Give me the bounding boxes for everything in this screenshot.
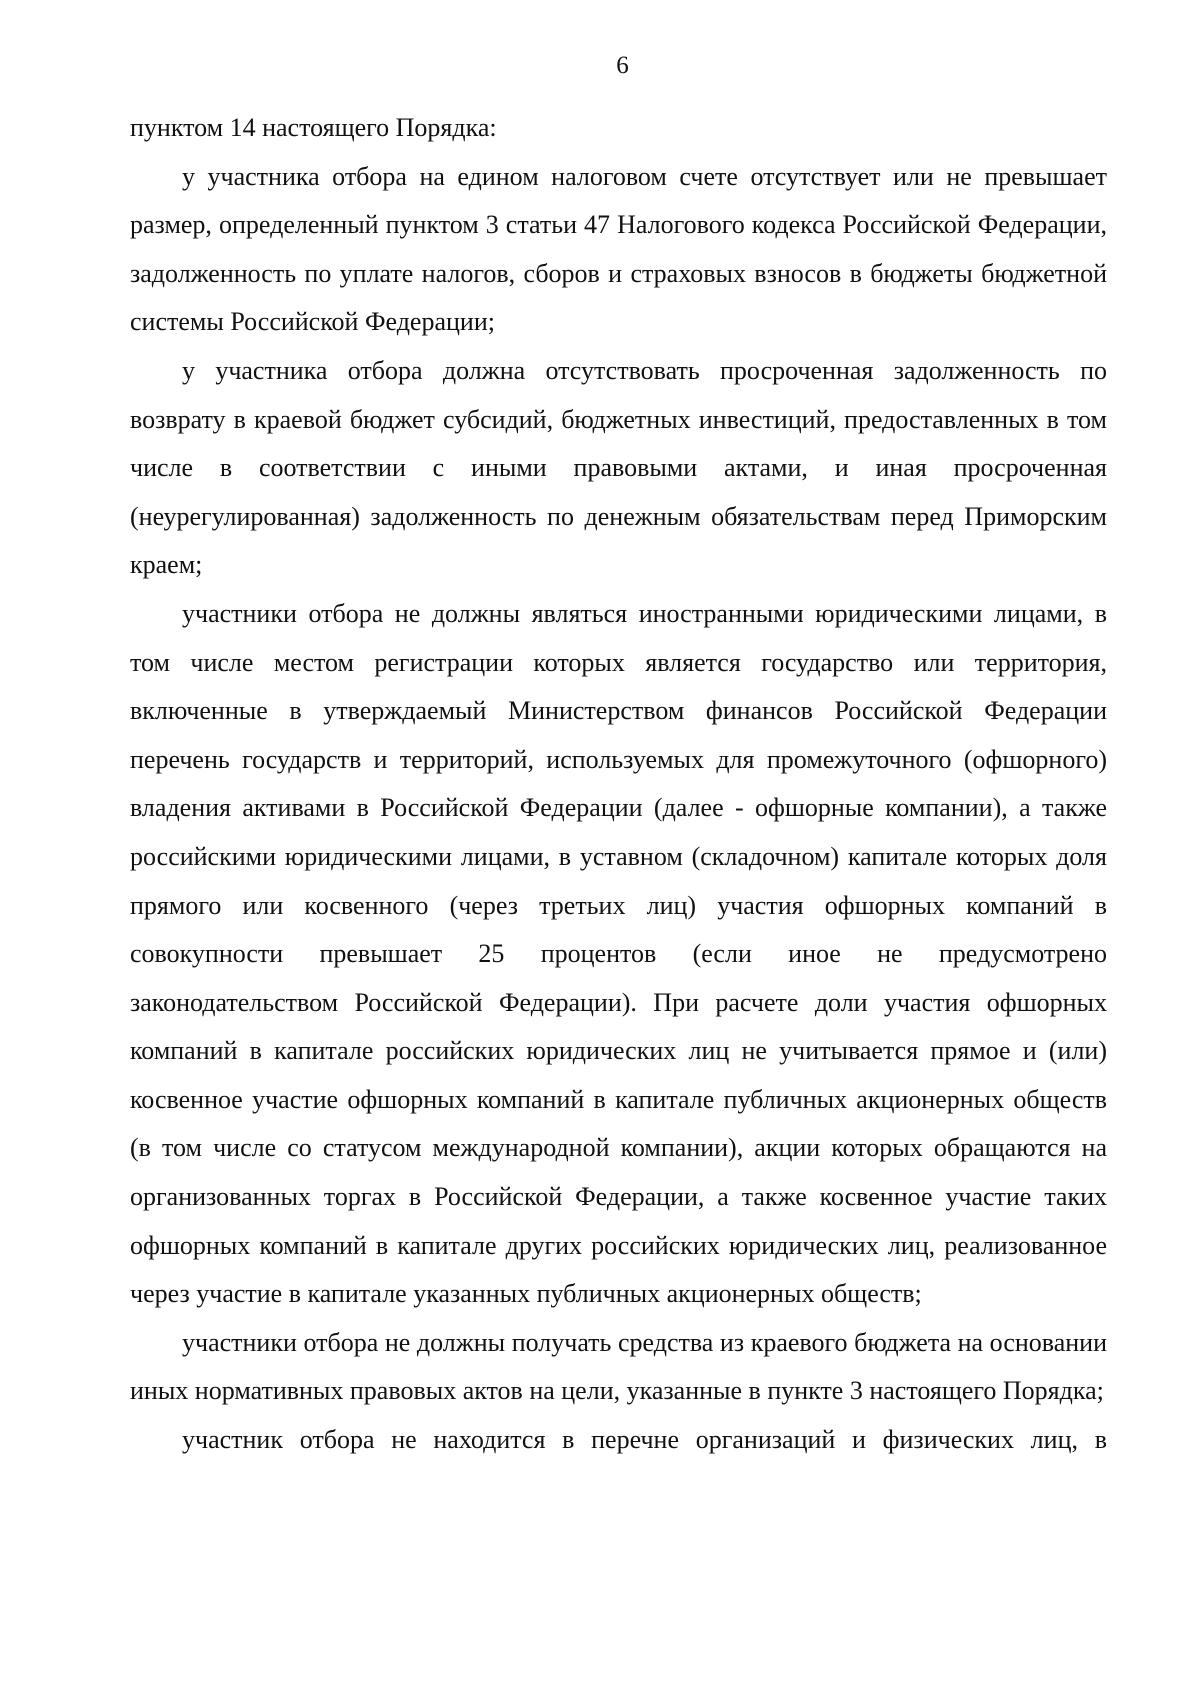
paragraph-offshore-companies: участники отбора не должны являться иностранными юридическими лицами, в том числе местом регистрации которых является государство или территория, включенные в утверждаемый Министерством финансов Российской Федерации перечень государств и территорий, используемых для промежуточного (офшорного) владения активами в Российской Федерации (далее - офшорные компании), а также российскими юридическими лицами, в уставном (складочном) капитале которых доля прямого или косвенного (через третьих лиц) участия офшорных компаний в совокупности превышает 25 процентов (если иное не предусмотрено законодательством Российской Федерации). При расчете доли участия офшорных компаний в капитале российских юридических лиц не учитывается прямое и (или) косвенное участие офшорных компаний в капитале публичных акционерных обществ (в том числе со статусом международной компании), акции которых обращаются на организованных торгах в Российской Федерации, а также косвенное участие таких офшорных компаний в капитале других российских юридических лиц, реализованное через участие в капитале указанных публичных акционерных обществ; bbox=[130, 598, 1107, 1309]
paragraph-tax-debt: у участника отбора на едином налоговом счете отсутствует или не превышает размер, определенный пунктом 3 статьи 47 Налогового кодекса Российской Федерации, задолженность по уплате налогов, сборов и страховых взносов в бюджеты бюджетной системы Российской Федерации; bbox=[130, 161, 1107, 337]
page-number: 6 bbox=[616, 52, 629, 79]
paragraph-overdue-debt: у участника отбора должна отсутствовать просроченная задолженность по возврату в краевой бюджет субсидий, бюджетных инвестиций, предоставленных в том числе в соответствии с иными правовыми актами, и иная просроченная (неурегулированная) задолженность по денежным обязательствам перед Приморским краем; bbox=[130, 355, 1107, 580]
paragraph-budget-funds: участники отбора не должны получать средства из краевого бюджета на основании иных нормативных правовых актов на цели, указанные в пункте 3 настоящего Порядка; bbox=[130, 1327, 1107, 1406]
paragraph-continuation: пунктом 14 настоящего Порядка: bbox=[130, 113, 497, 142]
document-body bbox=[130, 104, 1107, 1465]
paragraph-sanctions-list: участник отбора не находится в перечне организаций и физических лиц, в bbox=[182, 1425, 1107, 1455]
